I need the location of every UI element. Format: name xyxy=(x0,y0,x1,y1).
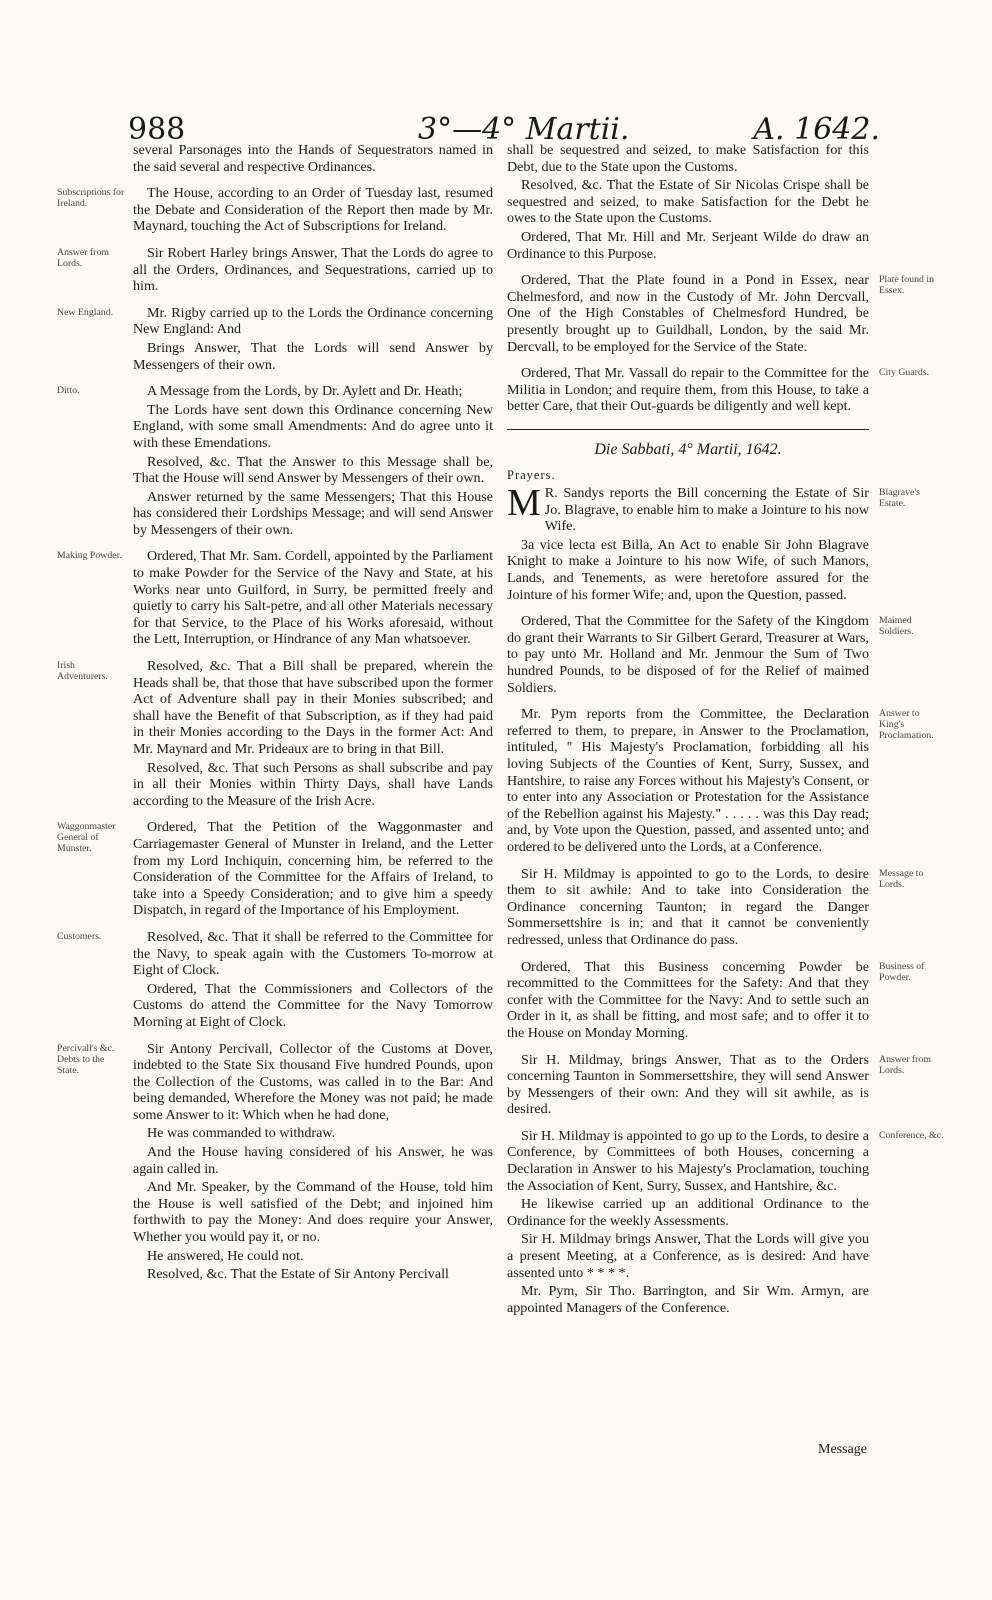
paragraph-text: Sir H. Mildmay is appointed to go to the Lords, to desire them to sit awhile: And to take into Consideration the Ordinance concerning Taunton; in regard the Danger Sommersettshire is in; and that it cannot be conveniently redressed, unless that Ordinance do pass. xyxy=(507,865,869,948)
paragraph-text: The House, according to an Order of Tuesday last, resumed the Debate and Consideration of the Report then made by Mr. Maynard, touching the Act of Subscriptions for Ireland. xyxy=(133,185,493,235)
margin-note: Ditto. xyxy=(57,385,80,397)
paragraph xyxy=(133,1248,493,1265)
paragraph xyxy=(133,142,493,175)
paragraph xyxy=(507,272,934,355)
right-column-bottom xyxy=(507,482,944,1316)
paragraph xyxy=(507,706,934,855)
margin-note: New England. xyxy=(57,306,114,318)
paragraph-text: He likewise carried up an additional Ordinance to the Ordinance for the weekly Assessments. xyxy=(507,1196,869,1229)
paragraph-text: Ordered, That Mr. Hill and Mr. Serjeant Wilde do draw an Ordinance to this Purpose. xyxy=(507,228,869,262)
paragraph xyxy=(507,865,924,949)
paragraph-text: Ordered, That the Plate found in a Pond in Essex, near Chelmesford, and now in the Custody of Mr. John Dercvall, One of the High Constables of Chelmesford Hundred, be presently brought up to Guildhall, London, by the said Mr. Dercvall, to be employed for the Service of the State. xyxy=(507,272,869,355)
paragraph xyxy=(57,304,493,338)
paragraph-text: Ordered, That the Petition of the Waggonmaster and Carriagemaster General of Munster in Ireland, and the Letter from my Lord Inchiquin, concerning him, be referred to the Consideration of the Committee for the Affairs of Ireland, to take into a Speedy Consideration; and to give him a speedy Dispatch, in regard of the Importance of his Employment. xyxy=(133,819,493,919)
header-year: A. 1642. xyxy=(753,112,880,147)
paragraph-text: Sir H. Mildmay is appointed to go up to the Lords, to desire a Conference, by Committees of both Houses, concerning a Declaration in Answer to his Majesty's Proclamation, touching the Association of Kent, Surry, Sussex, and Hantshire, &c. xyxy=(507,1127,869,1194)
section-divider xyxy=(507,429,869,430)
margin-note: Answer to King's Proclamation. xyxy=(879,708,934,742)
paragraph-text: A Message from the Lords, by Dr. Aylett and Dr. Heath; xyxy=(147,383,463,400)
drop-cap: M xyxy=(507,482,541,525)
page-number: 988 xyxy=(128,112,186,147)
paragraph xyxy=(507,1196,869,1229)
paragraph-text: Resolved, &c. That it shall be referred to the Committee for the Navy, to speak again with the Customers To-morrow at Eight of Clock. xyxy=(133,928,493,979)
paragraph-text: He answered, He could not. xyxy=(147,1247,304,1264)
paragraph xyxy=(507,229,869,262)
margin-note: City Guards. xyxy=(879,367,930,379)
paragraph xyxy=(57,658,493,758)
paragraph xyxy=(507,1051,931,1118)
paragraph xyxy=(507,1283,869,1316)
paragraph xyxy=(507,365,930,415)
paragraph xyxy=(507,1127,944,1194)
paragraph-text: And Mr. Speaker, by the Command of the House, told him the House is well satisfied of the Debt; and injoined him forthwith to pay the Money: And does require your Answer, Whether you would pay it, or no. xyxy=(133,1179,493,1246)
margin-note: Business of Powder. xyxy=(879,960,925,983)
header-date: 3°—4° Martii. xyxy=(418,112,630,147)
margin-note: Making Powder. xyxy=(57,550,122,562)
paragraph xyxy=(133,489,493,539)
paragraph xyxy=(57,548,493,648)
margin-note: Percivall's &c. Debts to the State. xyxy=(57,1042,115,1076)
paragraph-text: Mr. Pym, Sir Tho. Barrington, and Sir Wm. Armyn, are appointed Managers of the Conference. xyxy=(507,1283,869,1316)
paragraph xyxy=(133,760,493,810)
paragraph xyxy=(57,383,493,400)
paragraph-text: Mr. Pym reports from the Committee, the Declaration referred to them, to prepare, in Answer to the Proclamation, intituled, " His Majesty's Proclamation, forbidding all his loving Subjects of the Counties of Kent, Surry, Sussex, and Hantshire, to raise any Forces without his Majesty's Consent, or to enter into any Association or Protestation for the Assistance of the Rebellion against his Majesty." . . . . . was this Day read; and, by Vote upon the Question, passed, and assented unto; and ordered to be delivered unto the Lords, at a Conference. xyxy=(507,706,869,855)
paragraph xyxy=(507,958,925,1042)
day-title: Die Sabbati, 4° Martii, 1642. xyxy=(594,440,782,458)
paragraph-text: He was commanded to withdraw. xyxy=(147,1125,336,1142)
prayers-label: Prayers. xyxy=(507,467,556,482)
margin-note: Waggonmaster General of Munster. xyxy=(57,821,116,855)
margin-note: Irish Adventurers. xyxy=(57,660,108,683)
paragraph-text: 3a vice lecta est Billa, An Act to enable Sir John Blagrave Knight to make a Jointure to his now Wife, of such Manors, Lands, and Tenements, as were heretofore assured for the Jointure of his former Wife; and, upon the Question, passed. xyxy=(507,536,869,603)
paragraph xyxy=(57,185,493,235)
paragraph-text: Mr. Rigby carried up to the Lords the Ordinance concerning New England: And xyxy=(133,304,493,338)
paragraph-text: Sir Robert Harley brings Answer, That the Lords do agree to all the Orders, Ordinances, and Sequestrations, carried up to him. xyxy=(133,244,493,295)
paragraph-text: And the House having considered of his Answer, he was again called in. xyxy=(133,1144,493,1177)
paragraph xyxy=(507,613,914,696)
paragraph-text: Ordered, That Mr. Vassall do repair to the Committee for the Militia in London; and require them, from this House, to take a better Care, that their Out-guards be diligently and well kept. xyxy=(507,365,869,415)
paragraph-text: Resolved, &c. That such Persons as shall subscribe and pay in all their Monies within Thirty Days, shall have Lands according to the Measure of the Irish Acre. xyxy=(133,759,493,809)
paragraph xyxy=(507,482,920,535)
paragraph xyxy=(507,537,869,603)
paragraph xyxy=(133,981,493,1031)
margin-note: Plate found in Essex. xyxy=(879,274,934,297)
paragraph xyxy=(133,1179,493,1245)
paragraph-text: shall be sequestred and seized, to make Satisfaction for this Debt, due to the State upon the Customs. xyxy=(507,142,869,175)
paragraph xyxy=(57,1040,493,1124)
margin-note: Conference, &c. xyxy=(879,1129,944,1141)
paragraph xyxy=(133,1266,493,1283)
paragraph-text: Sir H. Mildmay brings Answer, That the Lords will give you a present Meeting, at a Conference, as is desired: And have assented unto * * * *. xyxy=(507,1231,869,1281)
right-column xyxy=(507,142,944,1318)
paragraph xyxy=(57,819,493,919)
paragraph xyxy=(133,1125,493,1142)
paragraph-text: Resolved, &c. That the Answer to this Message shall be, That the House will send Answer by Messengers of their own. xyxy=(133,453,493,487)
paragraph-text: Brings Answer, That the Lords will send Answer by Messengers of their own. xyxy=(133,339,493,373)
paragraph-text: Ordered, That the Committee for the Safety of the Kingdom do grant their Warrants to Sir Gilbert Gerard, Treasurer at Wars, to pay unto Mr. Holland and Mr. Jenmour the Sum of Two hundred Pounds, to be disposed of for the Relief of maimed Soldiers. xyxy=(507,613,869,696)
paragraph-text: several Parsonages into the Hands of Sequestrators named in the said several and respective Ordinances. xyxy=(133,142,493,175)
margin-note: Subscriptions for Ireland. xyxy=(57,187,125,210)
catchword: Message xyxy=(818,1442,867,1457)
margin-note: Maimed Soldiers. xyxy=(879,615,914,638)
paragraph-text: Answer returned by the same Messengers; That this House has considered their Lordships Message; and will send Answer by Messengers of their own. xyxy=(133,488,493,538)
paragraph xyxy=(133,340,493,373)
paragraph xyxy=(133,1144,493,1177)
paragraph xyxy=(507,177,869,227)
margin-note: Blagrave's Estate. xyxy=(879,487,920,510)
left-column xyxy=(57,142,493,1285)
paragraph-text: Sir H. Mildmay, brings Answer, That as to the Orders concerning Taunton in Sommersettshire, they will send Answer by Messengers of their own: And they will sit awhile, as is desired. xyxy=(507,1051,869,1118)
margin-note: Customers. xyxy=(57,930,102,942)
right-column-top xyxy=(507,142,934,415)
margin-note: Message to Lords. xyxy=(879,867,924,890)
paragraph xyxy=(133,454,493,487)
paragraph-text: Resolved, &c. That the Estate of Sir Nicolas Crispe shall be sequestred and seized, to make Satisfaction for the Debt he owes to the State upon the Customs. xyxy=(507,177,869,227)
margin-note: Answer from Lords. xyxy=(57,246,109,269)
paragraph xyxy=(507,1231,869,1281)
margin-note: Answer from Lords. xyxy=(879,1053,931,1076)
paragraph-text: Resolved, &c. That the Estate of Sir Antony Percivall xyxy=(147,1266,449,1283)
paragraph-text: R. Sandys reports the Bill concerning the Estate of Sir Jo. Blagrave, to enable him to make a Jointure to his now Wife. xyxy=(544,485,869,535)
paragraph-text: Ordered, That the Commissioners and Collectors of the Customs do attend the Committee for the Navy Tomorrow Morning at Eight of Clock. xyxy=(133,980,493,1030)
paragraph-text: Sir Antony Percivall, Collector of the Customs at Dover, indebted to the State Six thousand Five hundred Pounds, upon the Collection of the Customs, was called in to the Bar: And being demanded, Wherefore the Money was not paid; he made some Answer to it: Which when he had done, xyxy=(133,1040,493,1123)
paragraph-text: Ordered, That Mr. Sam. Cordell, appointed by the Parliament to make Powder for the Service of the Navy and State, at his Works near unto Guilford, in Surry, be permitted freely and quietly to carry his Salt-petre, and all other Materials necessary for that Service, to the Place of his Works aforesaid, without the Lett, Interruption, or Hindrance of any Man whatsoever. xyxy=(133,548,493,648)
paragraph-text: The Lords have sent down this Ordinance concerning New England, with some small Amendments: And do agree unto it with these Emendations. xyxy=(133,401,493,451)
paragraph xyxy=(133,402,493,452)
paragraph-text: Resolved, &c. That a Bill shall be prepared, wherein the Heads shall be, that those that have subscribed upon the former Act of Adventure shall pay in their Monies subscribed; and shall have the Benefit of that Subscription, as if they had paid in their Monies according to the Days in the former Act: And Mr. Maynard and Mr. Prideaux are to bring in that Bill. xyxy=(133,658,493,757)
paragraph xyxy=(507,142,869,175)
paragraph-text: Ordered, That this Business concerning Powder be recommitted to the Committees for the Safety: And that they confer with the Committee for the Navy: And to settle such an Order in it, as shall be fitting, and most safe; and to offer it to the House on Monday Morning. xyxy=(507,958,869,1041)
paragraph xyxy=(57,928,493,979)
paragraph xyxy=(57,244,493,295)
